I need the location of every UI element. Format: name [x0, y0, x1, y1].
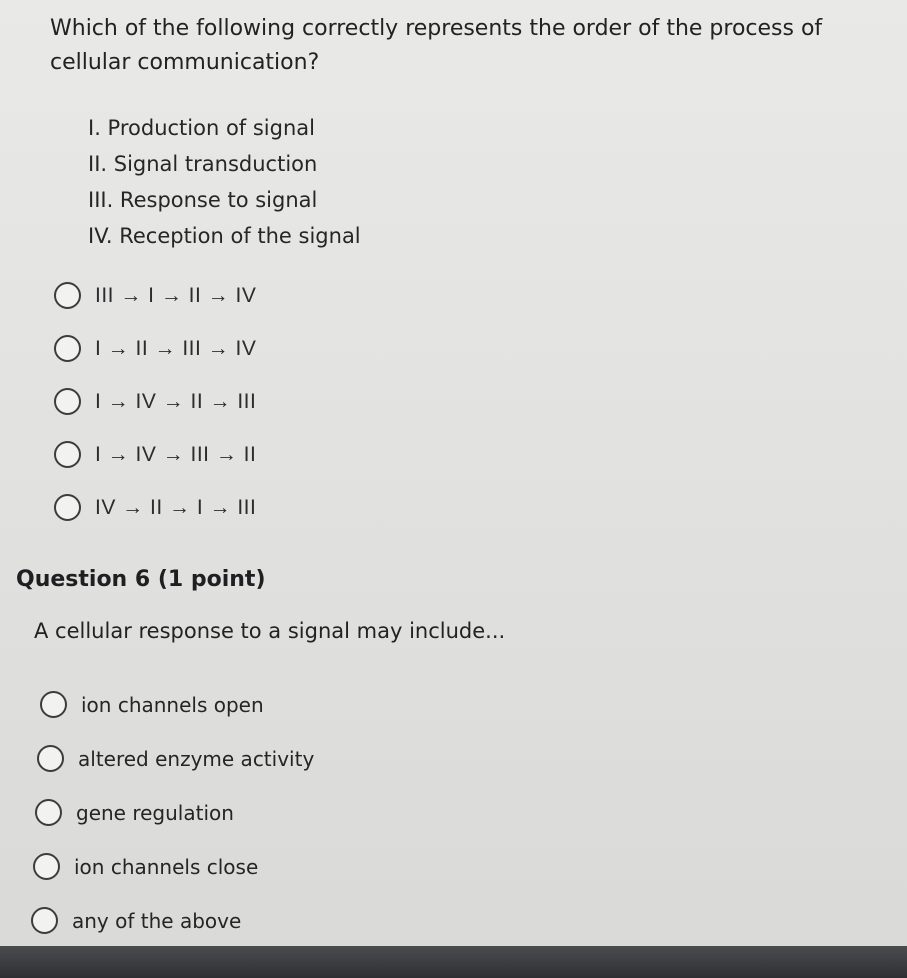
option-label: IV → II → I → III: [95, 495, 257, 519]
q6-option-3[interactable]: [35, 799, 234, 826]
option-label: any of the above: [72, 908, 242, 933]
radio-button[interactable]: [54, 282, 81, 309]
option-label: ion channels open: [81, 692, 264, 717]
radio-button[interactable]: [54, 335, 81, 362]
radio-button[interactable]: [54, 441, 81, 468]
option-label: altered enzyme activity: [78, 746, 315, 771]
statement-item: I. Production of signal: [88, 116, 315, 140]
q5-option-1[interactable]: [54, 282, 256, 309]
option-label: I → IV → III → II: [95, 442, 257, 466]
q5-option-4[interactable]: [54, 441, 256, 468]
radio-button[interactable]: [35, 799, 62, 826]
option-label: ion channels close: [74, 854, 259, 879]
radio-button[interactable]: [40, 691, 67, 718]
q6-option-2[interactable]: [37, 745, 314, 772]
option-label: I → IV → II → III: [95, 389, 257, 413]
q5-option-3[interactable]: [54, 388, 256, 415]
statement-item: II. Signal transduction: [88, 152, 318, 176]
radio-button[interactable]: [31, 907, 58, 934]
question-5-text: Which of the following correctly represents the order of the process of cellular communication?: [50, 16, 823, 75]
option-label: III → I → II → IV: [95, 283, 257, 307]
statement-item: III. Response to signal: [88, 188, 318, 212]
q6-option-5[interactable]: [31, 907, 241, 934]
statement-item: IV. Reception of the signal: [88, 224, 361, 248]
question-6-text: A cellular response to a signal may include...: [34, 619, 506, 643]
q6-option-4[interactable]: [33, 853, 258, 880]
question-6-title: Question 6 (1 point): [16, 567, 266, 592]
option-label: I → II → III → IV: [95, 336, 257, 360]
q6-option-1[interactable]: [40, 691, 264, 718]
radio-button[interactable]: [54, 388, 81, 415]
option-label: gene regulation: [76, 800, 234, 825]
q5-option-2[interactable]: [54, 335, 256, 362]
radio-button[interactable]: [33, 853, 60, 880]
bottom-bar: [0, 946, 907, 978]
radio-button[interactable]: [37, 745, 64, 772]
q5-option-5[interactable]: [54, 494, 256, 521]
statement-list: [88, 110, 361, 254]
radio-button[interactable]: [54, 494, 81, 521]
